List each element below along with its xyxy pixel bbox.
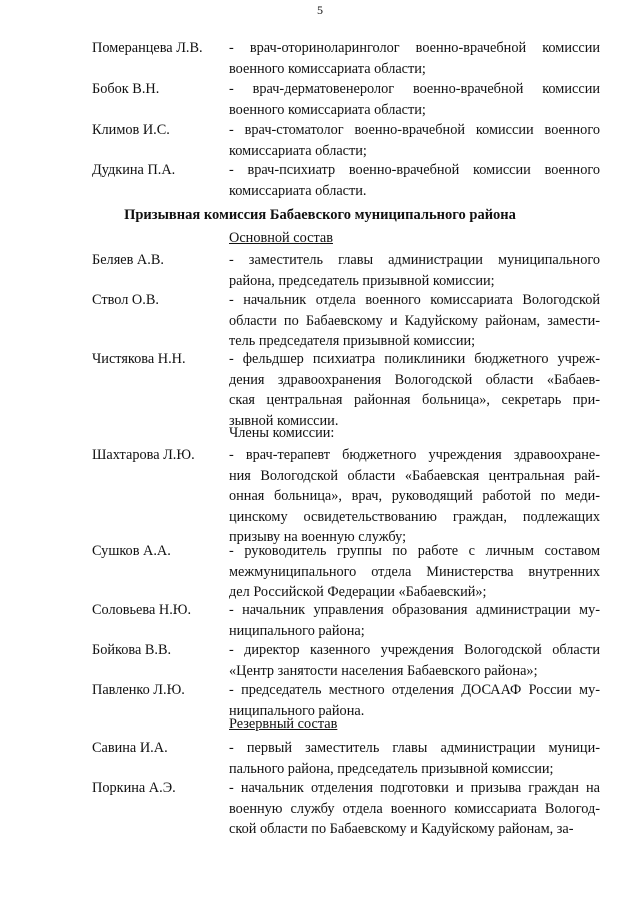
person-position: [229, 290, 600, 352]
position-line: - председатель местного отделения ДОСААФ России му-: [229, 682, 600, 698]
position-line: - первый заместитель главы администрации муници-: [229, 740, 600, 756]
person-name: Савина И.А.: [92, 740, 168, 756]
position-line: области по Бабаевскому и Кадуйскому районам, замести-: [229, 312, 600, 329]
position-line: комиссариата области.: [229, 182, 367, 199]
position-line: - начальник управления образования администрации му-: [229, 602, 600, 618]
person-position: [229, 600, 600, 641]
position-line: тель председателя призывной комиссии;: [229, 333, 476, 350]
person-position: [229, 541, 600, 603]
person-name: Бойкова В.В.: [92, 642, 172, 658]
position-line: ния Вологодской области «Бабаевская центральная рай-: [229, 467, 600, 484]
person-name: Павленко Л.Ю.: [92, 682, 185, 698]
page-number: 5: [317, 3, 323, 17]
person-position: [229, 160, 600, 201]
position-line: - врач-психиатр военно-врачебной комиссии военного: [229, 162, 600, 178]
person-position: [229, 778, 600, 840]
person-name: Климов И.С.: [92, 122, 170, 138]
position-line: - начальник отдела военного комиссариата Вологодской: [229, 292, 600, 308]
position-line: военного комиссариата области;: [229, 60, 426, 77]
person-name: Дудкина П.А.: [92, 162, 176, 178]
position-line: пального района, председатель призывной комиссии;: [229, 760, 554, 777]
position-line: военного комиссариата области;: [229, 101, 426, 118]
position-line: района, председатель призывной комиссии;: [229, 272, 495, 289]
position-line: - руководитель группы по работе с личным составом: [229, 543, 600, 559]
person-name: Сушков А.А.: [92, 543, 171, 559]
position-line: дения здравоохранения Вологодской области «Бабаев-: [229, 371, 600, 388]
position-line: - директор казенного учреждения Вологодской области: [229, 642, 600, 658]
person-name: Чистякова Н.Н.: [92, 351, 186, 367]
position-line: ниципального района.: [229, 702, 365, 719]
person-name: Бобок В.Н.: [92, 81, 160, 97]
position-line: - врач-дерматовенеролог военно-врачебной комиссии: [229, 81, 600, 97]
position-line: ская центральная районная больница», секретарь при-: [229, 392, 600, 409]
person-position: [229, 445, 600, 548]
position-line: военную службу отдела военного комиссариата Вологод-: [229, 800, 600, 817]
person-position: [229, 120, 600, 161]
person-name: Поркина А.Э.: [92, 780, 176, 796]
position-line: - врач-оториноларинголог военно-врачебной комиссии: [229, 40, 600, 56]
position-line: комиссариата области;: [229, 142, 367, 159]
person-position: [229, 680, 600, 721]
position-line: цинскому освидетельствованию граждан, подлежащих: [229, 508, 600, 525]
position-line: - врач-терапевт бюджетного учреждения здравоохране-: [229, 447, 600, 463]
position-line: призыву на военную службу;: [229, 529, 407, 546]
position-line: - начальник отделения подготовки и призыва граждан на: [229, 780, 600, 796]
members-label: Члены комиссии:: [229, 425, 335, 441]
position-line: онная больница», врач, руководящий работой по меди-: [229, 488, 600, 505]
position-line: ской области по Бабаевскому и Кадуйскому районам, за-: [229, 821, 574, 838]
person-name: Померанцева Л.В.: [92, 40, 203, 56]
person-name: Соловьева Н.Ю.: [92, 602, 192, 618]
person-position: [229, 79, 600, 120]
person-position: [229, 38, 600, 79]
person-name: Шахтарова Л.Ю.: [92, 447, 195, 463]
person-position: [229, 640, 600, 681]
position-line: дел Российской Федерации «Бабаевский»;: [229, 584, 487, 601]
main-composition-label: Основной состав: [229, 230, 333, 246]
position-line: зывной комиссии.: [229, 412, 339, 429]
position-line: - врач-стоматолог военно-врачебной комиссии военного: [229, 122, 600, 138]
person-position: [229, 250, 600, 291]
position-line: - фельдшер психиатра поликлиники бюджетного учреж-: [229, 351, 600, 367]
position-line: «Центр занятости населения Бабаевского района»;: [229, 662, 538, 679]
position-line: - заместитель главы администрации муниципального: [229, 252, 600, 268]
position-line: ниципального района;: [229, 622, 365, 639]
person-position: [229, 738, 600, 779]
section-title: Призывная комиссия Бабаевского муниципального района: [124, 207, 516, 223]
person-position: [229, 349, 600, 431]
reserve-composition-label: Резервный состав: [229, 716, 338, 732]
position-line: межмуниципального отдела Министерства внутренних: [229, 563, 600, 580]
person-name: Ствол О.В.: [92, 292, 159, 308]
person-name: Беляев А.В.: [92, 252, 164, 268]
